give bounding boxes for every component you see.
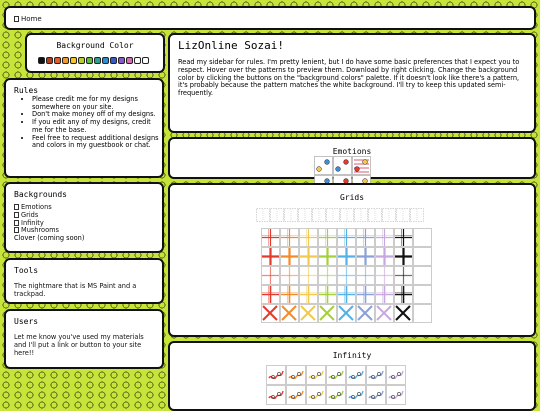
infinity-title: Infinity: [332, 351, 372, 360]
grid-pattern-tile[interactable]: [338, 229, 356, 247]
grid-pattern-tile[interactable]: [262, 267, 280, 285]
tile-border: [414, 305, 432, 323]
background-color-title: Background Color: [56, 41, 134, 50]
tools-panel: [4, 258, 164, 304]
grid-pattern-tile[interactable]: [262, 248, 280, 266]
color-palette: [38, 57, 149, 64]
tile-border: [327, 386, 346, 405]
grid-pattern-tile[interactable]: [414, 267, 432, 285]
backgrounds-title: Backgrounds: [14, 190, 67, 199]
infinity-pattern-tile[interactable]: [287, 386, 306, 405]
grid-pattern-tile[interactable]: [397, 209, 410, 222]
tile-border: [287, 386, 306, 405]
tile-border: [307, 386, 326, 405]
grid-pattern-tile[interactable]: [319, 286, 337, 304]
emotions-section: [168, 137, 536, 179]
grid-pattern-tile[interactable]: [281, 286, 299, 304]
emotion-dot: [355, 167, 360, 172]
backgrounds-panel: [4, 182, 164, 253]
rules-title: Rules: [14, 86, 39, 95]
rules-panel: [4, 78, 164, 178]
grid-pattern-tile[interactable]: [414, 305, 432, 323]
infinity-pattern-tile[interactable]: [347, 366, 366, 385]
infinity-pattern-tile[interactable]: [367, 386, 386, 405]
grid-pattern-tile[interactable]: [376, 305, 394, 323]
grids-patterns: [256, 208, 436, 338]
color-swatch-button[interactable]: [110, 57, 117, 64]
rule-item: • Feel free to request additional designs and colors in my guestbook or chat.: [32, 135, 160, 150]
tile-border: [347, 386, 366, 405]
tile-border: [367, 366, 386, 385]
grid-pattern-tile[interactable]: [376, 248, 394, 266]
grid-pattern-tile[interactable]: [338, 305, 356, 323]
rule-item: • Don't make money off of my designs.: [32, 111, 160, 119]
color-swatch-button[interactable]: [102, 57, 109, 64]
grid-pattern-tile[interactable]: [376, 286, 394, 304]
home-label: Home: [21, 15, 42, 23]
emotion-pattern-tile[interactable]: [353, 157, 371, 175]
infinity-pattern-tile[interactable]: [307, 386, 326, 405]
home-link[interactable]: [14, 15, 42, 23]
grid-pattern-tile[interactable]: [395, 267, 413, 285]
rules-list: [20, 96, 160, 150]
grid-pattern-tile[interactable]: [281, 229, 299, 247]
tile-border: [414, 267, 432, 285]
grid-pattern-tile[interactable]: [313, 209, 326, 222]
infinity-pattern-tile[interactable]: [367, 366, 386, 385]
tile-border: [307, 366, 326, 385]
grid-pattern-tile[interactable]: [414, 229, 432, 247]
grid-pattern-tile[interactable]: [338, 267, 356, 285]
grid-pattern-tile[interactable]: [395, 248, 413, 266]
grid-pattern-tile[interactable]: [395, 229, 413, 247]
grid-pattern-tile[interactable]: [281, 267, 299, 285]
grid-pattern-tile[interactable]: [319, 248, 337, 266]
infinity-pattern-tile[interactable]: [267, 366, 286, 385]
grid-pattern-tile[interactable]: [338, 248, 356, 266]
color-swatch-button[interactable]: [142, 57, 149, 64]
grid-pattern-tile[interactable]: [414, 286, 432, 304]
tile-border: [287, 366, 306, 385]
infinity-patterns: [266, 365, 446, 410]
intro-panel: [168, 33, 536, 133]
grid-pattern-tile[interactable]: [327, 209, 340, 222]
infinity-section: [168, 341, 536, 411]
grid-pattern-tile[interactable]: [319, 229, 337, 247]
emotion-dot: [317, 167, 322, 172]
color-swatch-button[interactable]: [118, 57, 125, 64]
backgrounds-list: [14, 204, 84, 243]
color-swatch-button[interactable]: [62, 57, 69, 64]
tile-border: [367, 386, 386, 405]
grid-pattern-tile[interactable]: [257, 209, 270, 222]
grid-pattern-tile[interactable]: [262, 305, 280, 323]
grid-pattern-tile[interactable]: [262, 229, 280, 247]
link-label: Emotions: [21, 203, 52, 211]
users-title: Users: [14, 317, 39, 326]
tools-text: The nightmare that is MS Paint and a trackpad.: [14, 282, 137, 299]
infinity-pattern-tile[interactable]: [347, 386, 366, 405]
rule-item: • Please credit me for my designs somewhere on your site.: [32, 96, 160, 111]
backgrounds-link-infinity[interactable]: [14, 219, 44, 227]
grid-pattern-tile[interactable]: [319, 305, 337, 323]
grid-pattern-tile[interactable]: [300, 248, 318, 266]
file-icon: [14, 220, 19, 226]
page-title: LizOnline Sozai!: [178, 39, 284, 52]
tile-border: [387, 366, 406, 385]
grid-pattern-tile[interactable]: [300, 286, 318, 304]
infinity-pattern-tile[interactable]: [387, 386, 406, 405]
infinity-pattern-tile[interactable]: [327, 386, 346, 405]
grid-pattern-tile[interactable]: [355, 209, 368, 222]
grid-pattern-tile[interactable]: [271, 209, 284, 222]
grid-pattern-tile[interactable]: [299, 209, 312, 222]
grids-section: [168, 183, 536, 337]
color-swatch-button[interactable]: [54, 57, 61, 64]
grid-pattern-tile[interactable]: [357, 267, 375, 285]
grid-pattern-tile[interactable]: [285, 209, 298, 222]
grid-pattern-tile[interactable]: [383, 209, 396, 222]
tile-border: [334, 157, 352, 175]
color-swatch-button[interactable]: [134, 57, 141, 64]
tile-border: [315, 157, 333, 175]
color-swatch-button[interactable]: [78, 57, 85, 64]
grid-pattern-tile[interactable]: [300, 305, 318, 323]
tile-border: [347, 366, 366, 385]
emotion-dot: [363, 160, 368, 165]
emotion-dot: [336, 167, 341, 172]
tools-title: Tools: [14, 266, 39, 275]
tile-border: [414, 248, 432, 266]
intro-text: Read my sidebar for rules. I'm pretty lenient, but I do have some basic preferences that I expect you to respect. Hover over the patterns to preview them. Download by right clicking. Change the background color by clicking the buttons on the "background colors" palette. If it doesn't look like there's a pattern, it's probably because the pattern matches the white background. I'll try to keep this updated semi-frequently.: [178, 58, 520, 98]
color-swatch-button[interactable]: [70, 57, 77, 64]
emotion-pattern-tile[interactable]: [334, 157, 352, 175]
grid-pattern-tile[interactable]: [414, 248, 432, 266]
tile-border: [387, 386, 406, 405]
emotion-dot: [344, 160, 349, 165]
file-icon: [14, 212, 19, 218]
grid-pattern-tile[interactable]: [357, 229, 375, 247]
grid-pattern-tile[interactable]: [357, 305, 375, 323]
infinity-pattern-tile[interactable]: [327, 366, 346, 385]
grid-pattern-tile[interactable]: [395, 286, 413, 304]
background-color-panel: [25, 33, 165, 73]
link-label: Mushrooms: [21, 226, 59, 235]
link-label: Infinity: [21, 218, 44, 227]
color-swatch-button[interactable]: [94, 57, 101, 64]
grid-pattern-tile[interactable]: [300, 229, 318, 247]
grid-pattern-tile[interactable]: [369, 209, 382, 222]
users-text: Let me know you've used my materials and I'll put a link or button to your site here!!: [14, 333, 144, 358]
grid-pattern-tile[interactable]: [395, 305, 413, 323]
color-swatch-button[interactable]: [38, 57, 45, 64]
tile-border: [414, 229, 432, 247]
grid-pattern-tile[interactable]: [376, 229, 394, 247]
emotion-pattern-tile[interactable]: [315, 157, 333, 175]
tile-border: [414, 286, 432, 304]
color-swatch-button[interactable]: [46, 57, 53, 64]
tile-border: [267, 366, 286, 385]
grid-pattern-tile[interactable]: [376, 267, 394, 285]
link-label: Grids: [21, 210, 39, 219]
grid-pattern-tile[interactable]: [411, 209, 424, 222]
emotion-dot: [325, 160, 330, 165]
tile-border: [267, 386, 286, 405]
grid-pattern-tile[interactable]: [357, 286, 375, 304]
grid-pattern-tile[interactable]: [262, 286, 280, 304]
infinity-pattern-tile[interactable]: [307, 366, 326, 385]
infinity-pattern-tile[interactable]: [387, 366, 406, 385]
grid-pattern-tile[interactable]: [357, 248, 375, 266]
grid-pattern-tile[interactable]: [319, 267, 337, 285]
top-nav-bar: [4, 6, 536, 30]
file-icon: [14, 204, 19, 210]
color-swatch-button[interactable]: [126, 57, 133, 64]
backgrounds-link-emotions[interactable]: [14, 203, 52, 211]
backgrounds-coming-soon: Clover (coming soon): [14, 234, 85, 243]
emotions-title: Emotions: [332, 147, 372, 156]
file-icon: [14, 16, 19, 22]
backgrounds-link-mushrooms[interactable]: [14, 226, 59, 234]
infinity-pattern-tile[interactable]: [287, 366, 306, 385]
grid-pattern-tile[interactable]: [338, 286, 356, 304]
file-icon: [14, 227, 19, 233]
grid-pattern-tile[interactable]: [281, 305, 299, 323]
rule-item: • If you edit any of my designs, credit me for the base.: [32, 119, 160, 134]
tile-border: [327, 366, 346, 385]
grid-pattern-tile[interactable]: [300, 267, 318, 285]
color-swatch-button[interactable]: [86, 57, 93, 64]
users-panel: [4, 309, 164, 369]
grid-pattern-tile[interactable]: [281, 248, 299, 266]
backgrounds-link-grids[interactable]: [14, 211, 38, 219]
grid-pattern-tile[interactable]: [341, 209, 354, 222]
grids-title: Grids: [339, 193, 365, 202]
infinity-pattern-tile[interactable]: [267, 386, 286, 405]
